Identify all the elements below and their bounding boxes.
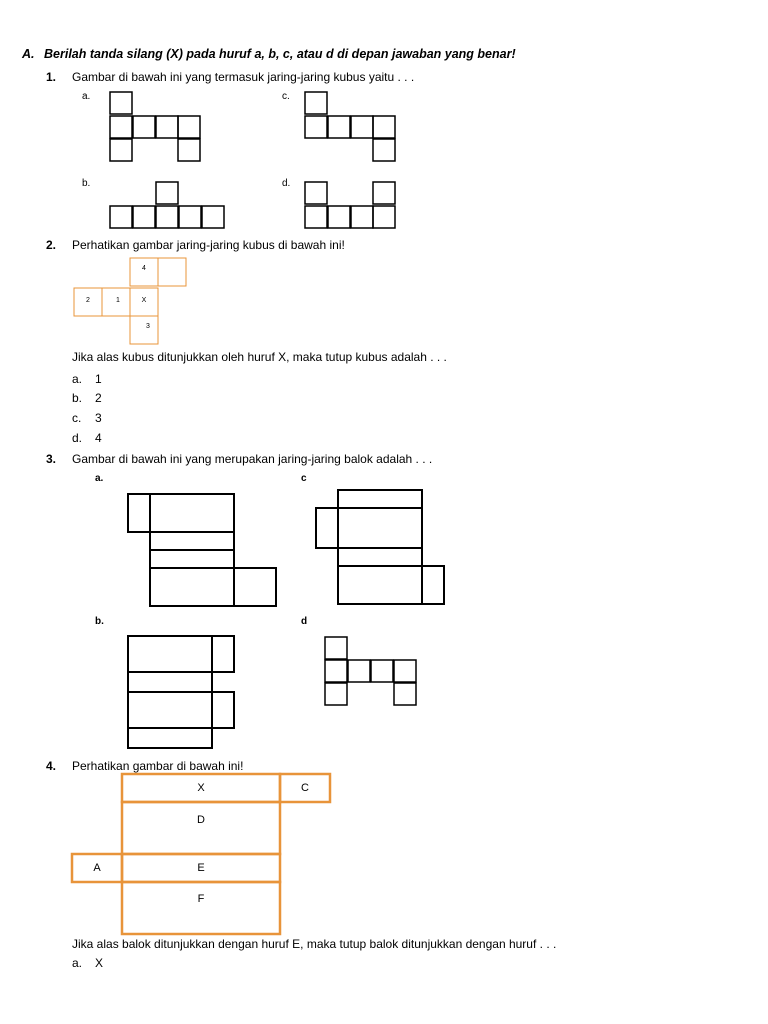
q3-net-c xyxy=(316,490,444,604)
q2-option-a-letter[interactable]: a. xyxy=(72,372,83,386)
q1-net-d xyxy=(305,182,395,228)
q2-net-label-4: 4 xyxy=(142,265,146,272)
q4-net-label-f: F xyxy=(197,893,205,905)
q2-net-label-2: 2 xyxy=(86,297,90,304)
q2-option-b-value[interactable]: 2 xyxy=(95,391,102,405)
q3-option-d-label[interactable]: d xyxy=(301,616,308,627)
q1-net-a xyxy=(110,92,200,161)
q2-prompt: Jika alas kubus ditunjukkan oleh huruf X, maka tutup kubus adalah . . . xyxy=(72,350,447,364)
q2-option-a-value[interactable]: 1 xyxy=(95,372,102,386)
q1-number: 1. xyxy=(46,70,57,84)
q4-text: Perhatikan gambar di bawah ini! xyxy=(72,759,244,773)
q2-option-c-letter[interactable]: c. xyxy=(72,411,82,425)
q2-net-label-x: X xyxy=(141,297,147,304)
q4-net-label-e: E xyxy=(197,862,205,874)
q3-net-b xyxy=(128,636,234,748)
q1-option-c-label[interactable]: c. xyxy=(282,91,290,102)
q3-net-d xyxy=(325,637,416,705)
q4-cuboid-net xyxy=(72,774,330,934)
q2-net-label-3: 3 xyxy=(146,323,150,330)
q1-option-a-label[interactable]: a. xyxy=(82,91,91,102)
q2-option-b-letter[interactable]: b. xyxy=(72,391,83,405)
section-instruction: Berilah tanda silang (X) pada huruf a, b, c, atau d di depan jawaban yang benar! xyxy=(44,47,516,61)
q4-net-label-x: X xyxy=(197,782,205,794)
q2-option-d-letter[interactable]: d. xyxy=(72,431,83,445)
q1-net-b xyxy=(110,182,224,228)
q1-text: Gambar di bawah ini yang termasuk jaring-jaring kubus yaitu . . . xyxy=(72,70,415,84)
q2-text: Perhatikan gambar jaring-jaring kubus di bawah ini! xyxy=(72,238,345,252)
q4-number: 4. xyxy=(46,759,57,773)
q4-net-label-c: C xyxy=(301,782,309,794)
q4-net-label-d: D xyxy=(197,814,205,826)
q2-number: 2. xyxy=(46,238,57,252)
q3-text: Gambar di bawah ini yang merupakan jaring-jaring balok adalah . . . xyxy=(72,452,433,466)
q3-option-c-label[interactable]: c xyxy=(301,473,307,484)
q1-option-d-label[interactable]: d. xyxy=(282,178,291,189)
q3-net-a xyxy=(128,494,276,606)
q2-option-d-value[interactable]: 4 xyxy=(95,431,102,445)
q1-net-c xyxy=(305,92,395,161)
q2-option-c-value[interactable]: 3 xyxy=(95,411,102,425)
q3-option-a-label[interactable]: a. xyxy=(95,473,104,484)
q1-option-b-label[interactable]: b. xyxy=(82,178,91,189)
q4-option-a-value[interactable]: X xyxy=(95,956,104,970)
q4-prompt: Jika alas balok ditunjukkan dengan huruf E, maka tutup balok ditunjukkan dengan huruf . . . xyxy=(72,937,557,951)
q3-number: 3. xyxy=(46,452,57,466)
q4-net-label-a: A xyxy=(93,862,101,874)
q3-option-b-label[interactable]: b. xyxy=(95,616,104,627)
section-letter: A. xyxy=(22,47,35,61)
q2-net-label-1: 1 xyxy=(116,297,120,304)
q4-option-a-letter[interactable]: a. xyxy=(72,956,83,970)
